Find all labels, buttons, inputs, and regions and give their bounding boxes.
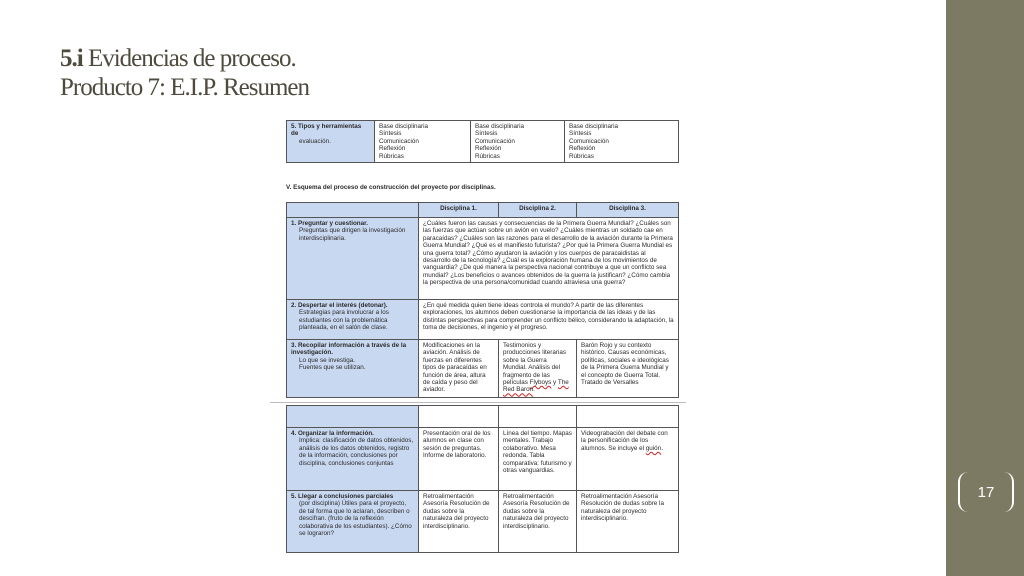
slide-title-line-1 [60,44,309,73]
row-3-disciplina-2 [499,340,577,398]
spellcheck-word: Flyboys [529,379,552,387]
row-4-disciplina-1: Presentación oral de los alumnos en clase con sesión de preguntas. Informe de laboratorio. [419,428,499,491]
row-2-title: 2. Despertar el interés (detonar). [291,302,388,309]
row-2-sub: Estrategias para involucrar a los estudiantes con la problemática planteada, en el salón de clase. [299,309,389,332]
list-item: Base disciplinaria [475,123,525,130]
header-blank-cell [577,406,679,428]
evaluation-col-1 [375,121,471,163]
row-3-c2-text: . [533,386,535,394]
list-item: Rúbricas [569,152,594,160]
evaluation-label-sub: evaluación. [299,137,331,145]
header-disciplina-1: Disciplina 1. [419,203,499,218]
list-item: Síntesis [475,130,498,138]
table-row [287,428,679,491]
row-label-cell [287,428,419,491]
list-item: Rúbricas [475,152,500,160]
list-item: Síntesis [569,130,592,138]
row-5-disciplina-2: Retroalimentación Asesoría Resolución de dudas sobre la naturaleza del proyecto interdisciplinario. [499,491,577,553]
section-v-title: V. Esquema del proceso de construcción del proyecto por disciplinas. [286,184,496,191]
row-5-disciplina-3: Retroalimentación Asesoría Resolución de dudas sobre la naturaleza del proyecto interdisciplinario. [577,491,679,553]
list-item: Reflexión [475,145,502,153]
document-image [270,118,686,554]
row-label-cell [287,340,419,398]
list-item: Comunicación [569,137,609,145]
header-blank-cell [419,406,499,428]
row-3-title: 3. Recopilar información a través de la investigación. [291,342,407,357]
row-3-sub-1: Lo que se investiga. [299,356,356,364]
evaluation-col-2 [471,121,565,163]
evaluation-col-3 [565,121,679,163]
table-row [287,491,679,553]
row-5-sub: (por disciplina) Útiles para el proyecto, de tal forma que lo aclaran, describen o descifran. (fruto de la reflexión colaborativa de los estudiantes). ¿Cómo se lograron? [299,500,412,538]
slide-title-number: 5.i [60,45,83,72]
row-4-c3-text: . [661,444,663,452]
row-3-disciplina-1: Modificaciones en la aviación. Análisis de fuerzas en diferentes tipos de paracaídas en función de área, altura de caída y peso del aviador. [419,340,499,398]
list-item: Base disciplinaria [379,123,429,130]
row-2-content: ¿En qué medida quien tiene ideas controla el mundo? A partir de las diferentes exploraciones, los alumnos deben cuestionarse la importancia de las ideas y de las distintas perspectivas para comprender un conflicto bélico, considerando la adaptación, la toma de decisiones, el ingenio y el progreso. [419,300,679,340]
list-item: Rúbricas [379,152,404,160]
list-item: Reflexión [379,145,406,153]
row-label-cell [287,218,419,300]
header-disciplina-2: Disciplina 2. [499,203,577,218]
table-row [287,218,679,300]
header-blank-cell [287,203,419,218]
slide-title [60,44,309,102]
evaluation-label-cell [287,121,375,163]
evaluation-label-title: 5. Tipos y herramientas de [291,123,362,138]
row-5-title: 5. Llegar a conclusiones parciales [291,493,394,500]
process-table-part-2 [286,405,679,553]
page-divider [270,402,686,403]
row-4-disciplina-2: Línea del tiempo. Mapas mentales. Trabajo colaborativo. Mesa redonda. Tabla comparativa: futurismo y otras vanguardias. [499,428,577,491]
row-3-disciplina-3: Barón Rojo y su contexto histórico. Causas económicas, políticas, sociales e ideológicas de la Primera Guerra Mundial y el concepto de Guerra Total. Tratado de Versalles [577,340,679,398]
list-item: Reflexión [569,145,596,153]
list-item: Base disciplinaria [569,123,619,130]
row-4-title: 4. Organizar la información. [291,430,374,437]
row-4-sub: Implica: clasificación de datos obtenidos, análisis de los datos obtenidos, registro de la información, conclusiones por disciplina, conclusiones conjuntas [299,437,414,467]
process-table-part-1 [286,202,679,398]
row-3-sub-2: Fuentes que se utilizan. [299,364,366,372]
row-label-cell [287,491,419,553]
row-1-sub: Preguntas que dirigen la investigación interdisciplinaria. [299,227,406,242]
row-5-disciplina-1: Retroalimentación Asesoría Resolución de dudas sobre la naturaleza del proyecto interdisciplinario. [419,491,499,553]
table-row [287,121,679,163]
row-3-c2-text: Testimonios y producciones literarias sobre la Guerra Mundial. Análisis del fragmento de las películas [503,342,566,387]
row-label-cell [287,300,419,340]
page-number-badge: 17 [958,472,1014,512]
header-disciplina-3: Disciplina 3. [577,203,679,218]
header-blank-cell [499,406,577,428]
row-1-title: 1. Preguntar y cuestionar. [291,220,368,227]
row-1-content: ¿Cuáles fueron las causas y consecuencias de la Primera Guerra Mundial? ¿Cuáles son las fuerzas que actúan sobre un avión en vuelo? ¿Cuáles mientras un soldado cae en paracaídas? ¿Cuáles son las razones para el desarrollo de la aviación durante la Primera Guerra Mundial? ¿Qué es el manifiesto futurista? ¿Por qué la Primera Guerra Mundial es una guerra total? ¿Cómo ayudaron la aviación y los cuerpos de paracaidistas al desarrollo de la tecnología? ¿Cuál es la exploración humana de los movimientos de vanguardia? ¿De qué manera la perspectiva nacional contribuye a que un conflicto sea mundial? ¿Los beneficios o avances obtenidos de la guerra la justifican? ¿Cómo cambia la perspectiva de una persona/comunidad cuando atraviesa una guerra? [419,218,679,300]
slide-title-text: Evidencias de proceso. [82,45,296,72]
row-4-disciplina-3 [577,428,679,491]
row-4-c3-text: Videograbación del debate con la personificación de los alumnos. Se incluye el [581,430,668,452]
list-item: Comunicación [475,137,515,145]
row-3-c2-text: y [551,379,558,387]
table-row [287,300,679,340]
list-item: Comunicación [379,137,419,145]
spellcheck-word: The Red Baron [503,379,569,394]
table-header-row [287,406,679,428]
table-row [287,340,679,398]
slide-title-line-2: Producto 7: E.I.P. Resumen [60,74,309,101]
spellcheck-word: guión [645,444,662,452]
table-header-row [287,203,679,218]
header-blank-cell [287,406,419,428]
evaluation-tools-table [286,120,679,163]
list-item: Síntesis [379,130,402,138]
